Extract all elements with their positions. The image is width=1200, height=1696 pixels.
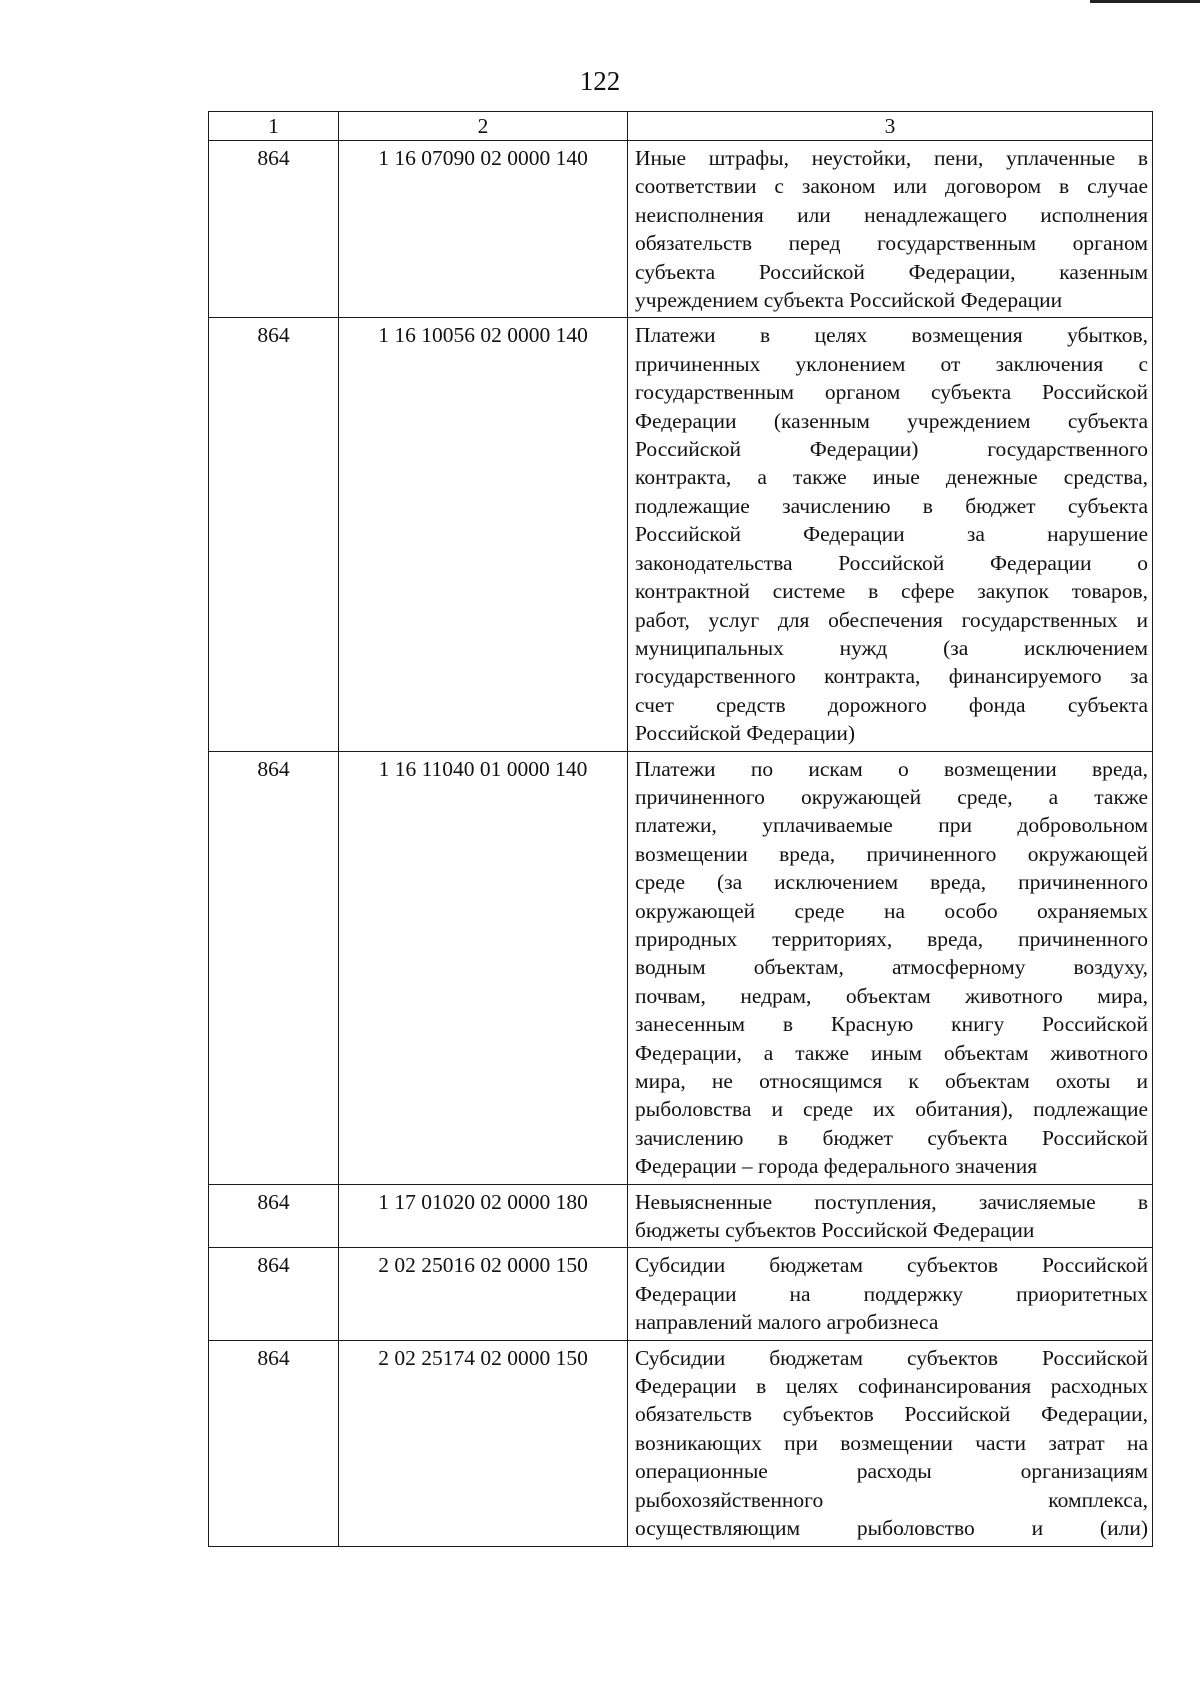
- description-line: операционные расходы организациям: [635, 1459, 1148, 1484]
- description-line: Федерации (казенным учреждением субъекта: [635, 408, 1148, 433]
- table-row: [209, 318, 1153, 751]
- description-cell: [628, 1340, 1153, 1546]
- description-line: субъекта Российской Федерации, казенным: [635, 259, 1148, 284]
- admin-code-cell: 864: [209, 751, 339, 1184]
- description-line: причиненного окружающей среде, а также: [635, 784, 1148, 809]
- description-line: рыболовства и среде их обитания), подлежащие: [635, 1097, 1148, 1122]
- description-line: государственного контракта, финансируемого за: [635, 664, 1148, 689]
- admin-code-cell: 864: [209, 1340, 339, 1546]
- budget-code-cell: 2 02 25174 02 0000 150: [339, 1340, 628, 1546]
- budget-codes-table: [208, 111, 1153, 1547]
- description-line: Российской Федерации): [635, 721, 856, 746]
- table-row: [209, 141, 1153, 318]
- description-line: Невыясненные поступления, зачисляемые в: [635, 1189, 1148, 1214]
- description-line: законодательства Российской Федерации о: [635, 550, 1148, 575]
- table-row: [209, 751, 1153, 1184]
- description-line: муниципальных нужд (за исключением: [635, 635, 1148, 660]
- description-line: возмещении вреда, причиненного окружающей: [635, 841, 1148, 866]
- description-line: Субсидии бюджетам субъектов Российской: [635, 1253, 1148, 1278]
- admin-code-cell: 864: [209, 141, 339, 318]
- table-header-row: [209, 112, 1153, 141]
- description-line: счет средств дорожного фонда субъекта: [635, 692, 1148, 717]
- budget-code-cell: 1 16 11040 01 0000 140: [339, 751, 628, 1184]
- description-line: соответствии с законом или договором в случае: [635, 174, 1148, 199]
- description-line: бюджеты субъектов Российской Федерации: [635, 1218, 1035, 1243]
- description-line: подлежащие зачислению в бюджет субъекта: [635, 493, 1148, 518]
- description-line: водным объектам, атмосферному воздуху,: [635, 955, 1148, 980]
- description-line: причиненных уклонением от заключения с: [635, 351, 1148, 376]
- description-line: возникающих при возмещении части затрат на: [635, 1430, 1148, 1455]
- description-line: Федерации, а также иным объектам животного: [635, 1040, 1148, 1065]
- description-cell: [628, 141, 1153, 318]
- budget-code-cell: 1 16 07090 02 0000 140: [339, 141, 628, 318]
- description-line: осуществляющим рыболовство и (или): [635, 1516, 1148, 1541]
- description-line: обязательств субъектов Российской Федерации,: [635, 1402, 1148, 1427]
- table-body: [209, 141, 1153, 1547]
- description-line: Федерации в целях софинансирования расходных: [635, 1374, 1148, 1399]
- description-line: работ, услуг для обеспечения государственных и: [635, 607, 1148, 632]
- description-line: Субсидии бюджетам субъектов Российской: [635, 1345, 1148, 1370]
- description-line: неисполнения или ненадлежащего исполнения: [635, 202, 1148, 227]
- description-cell: [628, 1248, 1153, 1340]
- description-cell: [628, 751, 1153, 1184]
- description-line: занесенным в Красную книгу Российской: [635, 1012, 1148, 1037]
- description-line: среде (за исключением вреда, причиненного: [635, 870, 1148, 895]
- description-line: мира, не относящимся к объектам охоты и: [635, 1069, 1148, 1093]
- admin-code-cell: 864: [209, 1184, 339, 1248]
- description-line: Российской Федерации за нарушение: [635, 522, 1148, 547]
- description-line: Иные штрафы, неустойки, пени, уплаченные в: [635, 146, 1148, 170]
- header-col-1: 1: [209, 112, 339, 141]
- page-number: 122: [579, 66, 621, 96]
- description-cell: [628, 318, 1153, 751]
- description-line: окружающей среде на особо охраняемых: [635, 898, 1148, 923]
- scan-edge-rule: [1090, 0, 1200, 3]
- header-col-3: 3: [628, 112, 1153, 141]
- budget-code-cell: 1 16 10056 02 0000 140: [339, 318, 628, 751]
- admin-code-cell: 864: [209, 318, 339, 751]
- description-line: почвам, недрам, объектам животного мира,: [635, 983, 1148, 1008]
- description-line: направлений малого агробизнеса: [635, 1310, 939, 1335]
- description-line: контракта, а также иные денежные средства,: [635, 465, 1148, 490]
- budget-code-cell: 2 02 25016 02 0000 150: [339, 1248, 628, 1340]
- description-line: государственным органом субъекта Российской: [635, 380, 1148, 405]
- description-line: Платежи по искам о возмещении вреда,: [635, 756, 1148, 781]
- table-row: [209, 1248, 1153, 1340]
- table-row: [209, 1340, 1153, 1546]
- description-line: учреждением субъекта Российской Федерации: [635, 288, 1063, 313]
- description-line: платежи, уплачиваемые при добровольном: [635, 813, 1148, 838]
- description-cell: [628, 1184, 1153, 1248]
- table-row: [209, 1184, 1153, 1248]
- budget-code-cell: 1 17 01020 02 0000 180: [339, 1184, 628, 1248]
- description-line: обязательств перед государственным органом: [635, 231, 1148, 256]
- description-line: природных территориях, вреда, причиненного: [635, 926, 1148, 951]
- description-line: Российской Федерации) государственного: [635, 437, 1148, 462]
- admin-code-cell: 864: [209, 1248, 339, 1340]
- description-line: Платежи в целях возмещения убытков,: [635, 323, 1148, 348]
- description-line: Федерации на поддержку приоритетных: [635, 1281, 1148, 1306]
- header-col-2: 2: [339, 112, 628, 141]
- description-line: Федерации – города федерального значения: [635, 1154, 1038, 1179]
- description-line: контрактной системе в сфере закупок товаров,: [635, 579, 1148, 604]
- description-line: рыбохозяйственного комплекса,: [635, 1487, 1148, 1512]
- description-line: зачислению в бюджет субъекта Российской: [635, 1125, 1148, 1150]
